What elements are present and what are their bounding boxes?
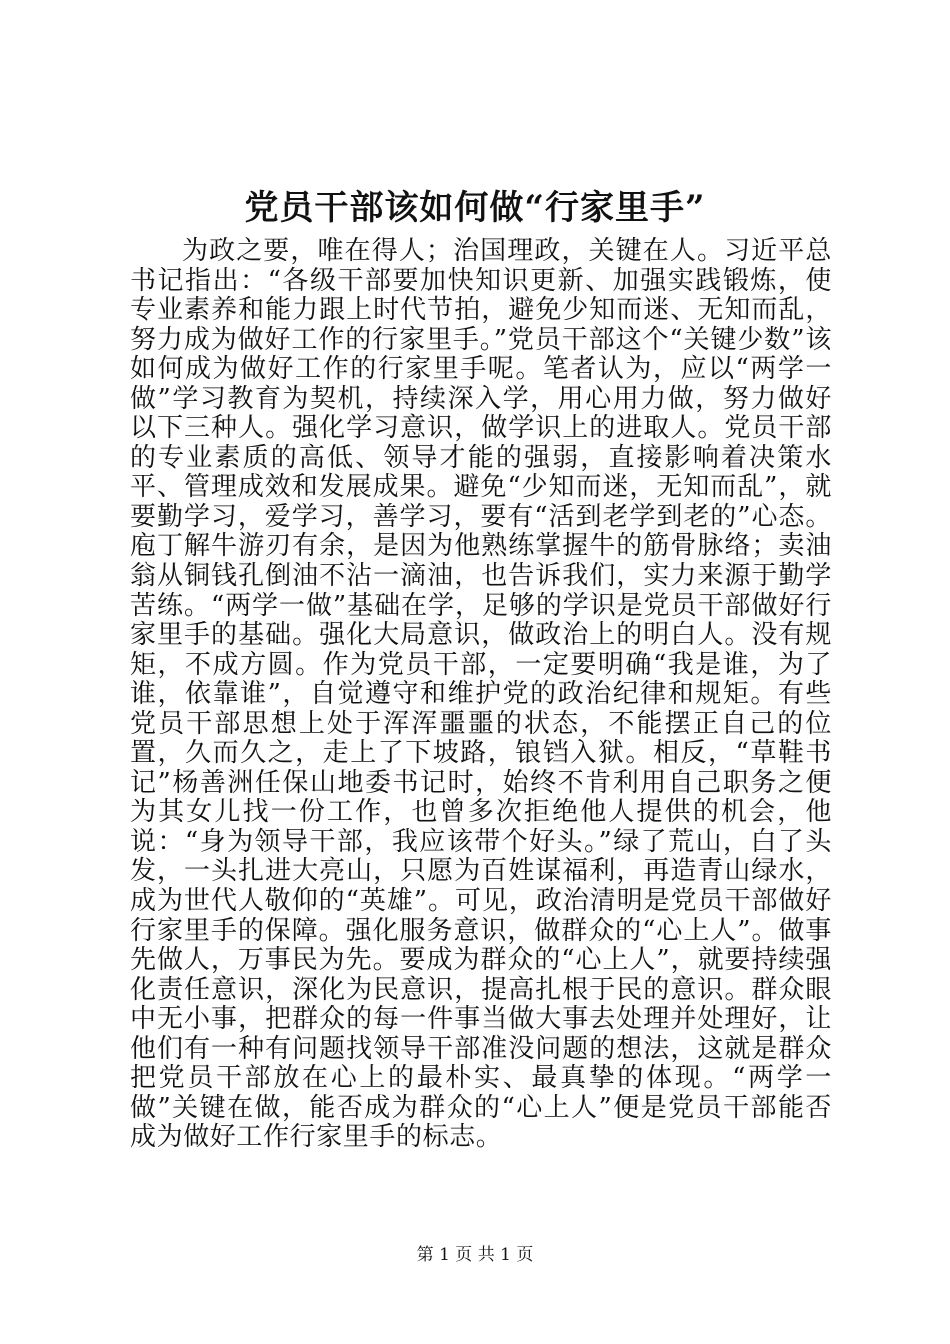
- document-body-paragraph: 为政之要，唯在得人；治国理政，关键在人。习近平总书记指出：“各级干部要加快知识更新、加强实践锻炼，使专业素养和能力跟上时代节拍，避免少知而迷、无知而乱，努力成为做好工作的行家里手。”党员干部这个“关键少数”该如何成为做好工作的行家里手呢。笔者认为，应以“两学一做”学习教育为契机，持续深入学，用心用力做，努力做好以下三种人。强化学习意识，做学识上的进取人。党员干部的专业素质的高低、领导才能的强弱，直接影响着决策水平、管理成效和发展成果。避免“少知而迷，无知而乱”，就要勤学习，爱学习，善学习，要有“活到老学到老的”心态。庖丁解牛游刃有余，是因为他熟练掌握牛的筋骨脉络；卖油翁从铜钱孔倒油不沾一滴油，也告诉我们，实力来源于勤学苦练。“两学一做”基础在学，足够的学识是党员干部做好行家里手的基础。强化大局意识，做政治上的明白人。没有规矩，不成方圆。作为党员干部，一定要明确“我是谁，为了谁，依靠谁”，自觉遵守和维护党的政治纪律和规矩。有些党员干部思想上处于浑浑噩噩的状态，不能摆正自己的位置，久而久之，走上了下坡路，锒铛入狱。相反，“草鞋书记”杨善洲任保山地委书记时，始终不肯利用自己职务之便为其女儿找一份工作，也曾多次拒绝他人提供的机会，他说：“身为领导干部，我应该带个好头。”绿了荒山，白了头发，一头扎进大亮山，只愿为百姓谋福利，再造青山绿水，成为世代人敬仰的“英雄”。可见，政治清明是党员干部做好行家里手的保障。强化服务意识，做群众的“心上人”。做事先做人，万事民为先。要成为群众的“心上人”，就要持续强化责任意识，深化为民意识，提高扎根于民的意识。群众眼中无小事，把群众的每一件事当做大事去处理并处理好，让他们有一种有问题找领导干部准没问题的想法，这就是群众把党员干部放在心上的最朴实、最真挚的体现。“两学一做”关键在做，能否成为群众的“心上人”便是党员干部能否成为做好工作行家里手的标志。: [130, 236, 832, 1153]
- page-number-footer: 第 1 页 共 1 页: [416, 1245, 534, 1265]
- document-title: 党员干部该如何做“行家里手”: [244, 188, 706, 228]
